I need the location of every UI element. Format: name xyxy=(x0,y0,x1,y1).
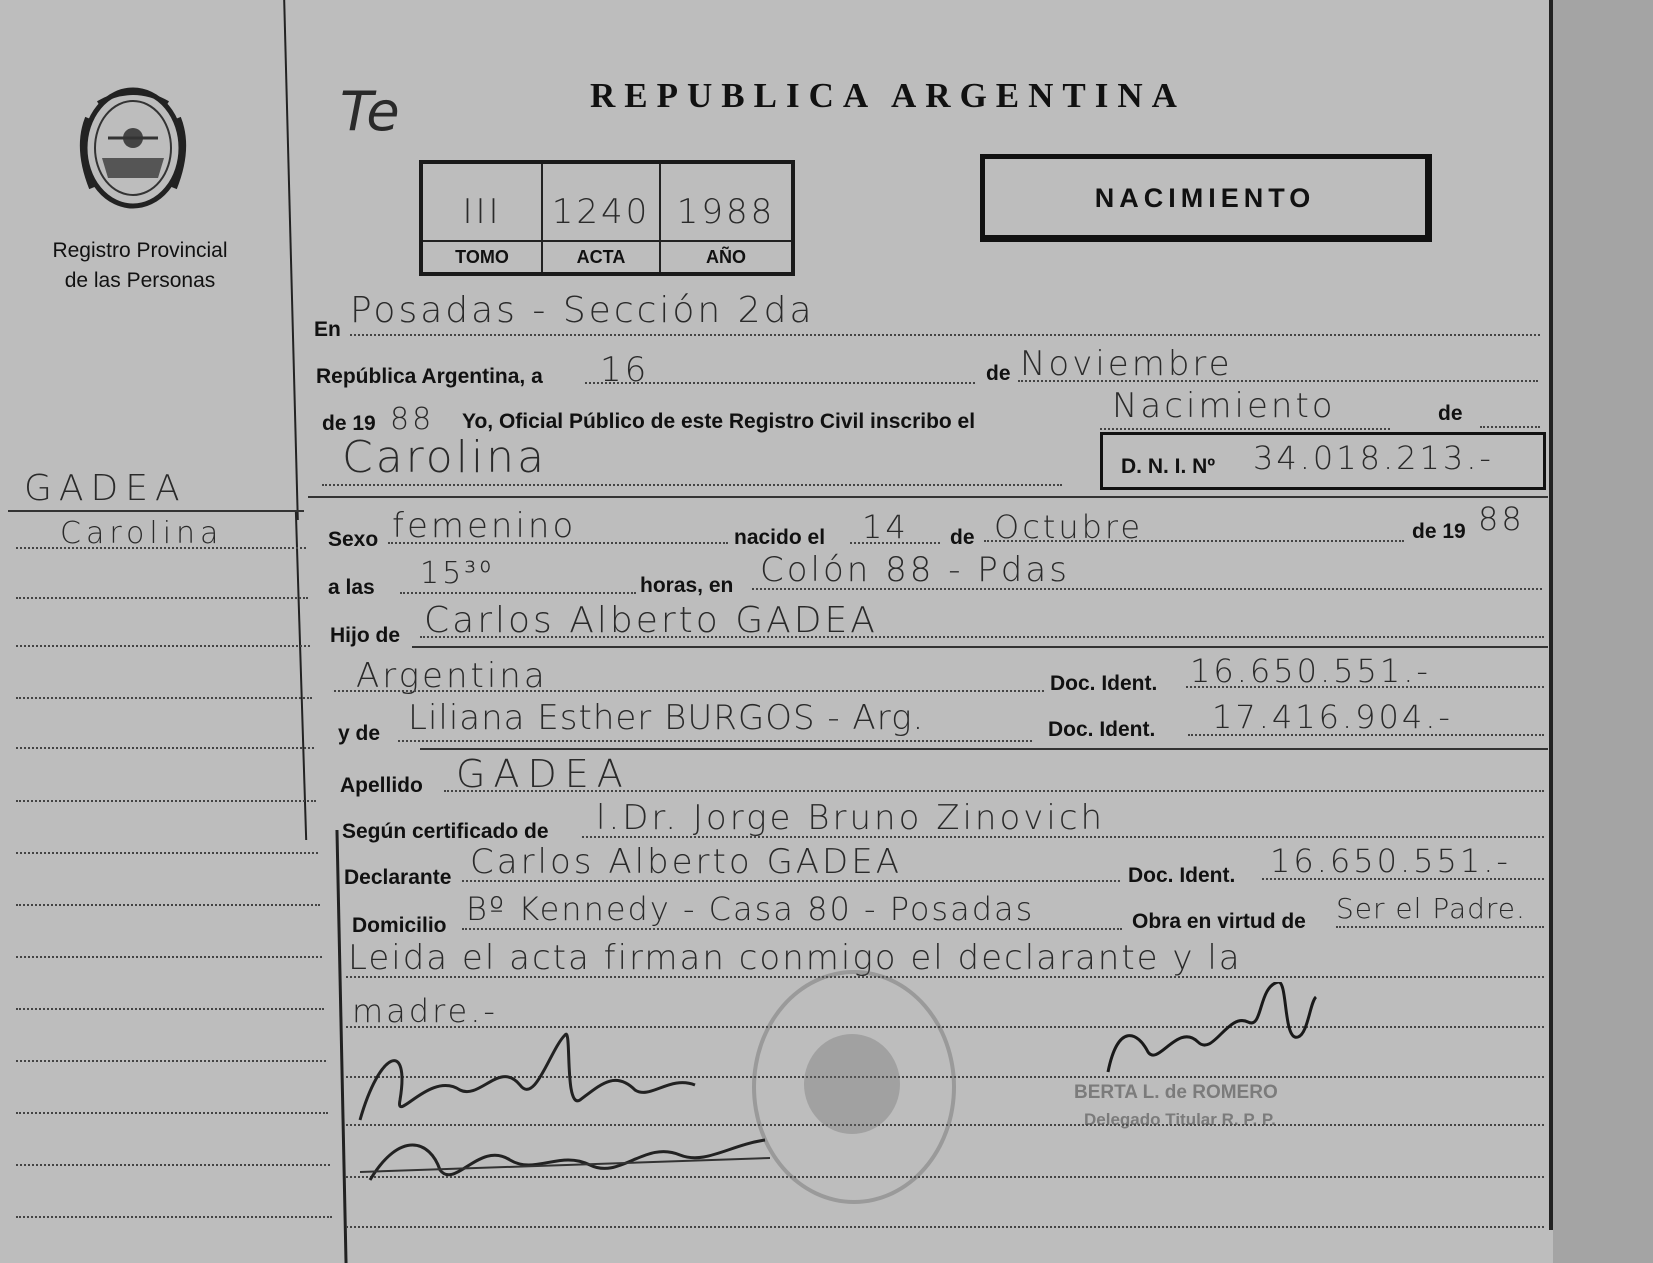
label-dni: D. N. I. Nº xyxy=(1121,455,1216,478)
label-doc-ident-2: Doc. Ident. xyxy=(1048,718,1156,741)
mother-signature-icon xyxy=(360,1110,780,1200)
value-declarant: Carlos Alberto GADEA xyxy=(470,842,902,882)
stub-separator-line xyxy=(8,510,304,512)
label-doc-ident-3: Doc. Ident. xyxy=(1128,864,1236,887)
label-de-3: de xyxy=(950,526,975,549)
value-birth-day: 14 xyxy=(862,508,909,546)
label-segun: Según certificado de xyxy=(342,820,549,843)
label-apellido: Apellido xyxy=(340,774,423,797)
value-father-nationality: Argentina xyxy=(356,656,548,696)
stub-given-name: Carolina xyxy=(60,516,224,551)
ano-label: AÑO xyxy=(706,247,746,267)
label-sexo: Sexo xyxy=(328,528,379,551)
label-de-2: de xyxy=(1438,402,1463,425)
tomo-cell xyxy=(423,164,543,272)
label-republica: República Argentina, a xyxy=(316,365,543,388)
value-remarks-line2: madre.- xyxy=(352,992,498,1030)
stub-surname: GADEA xyxy=(24,468,187,509)
value-surname: GADEA xyxy=(456,752,631,796)
label-obra: Obra en virtud de xyxy=(1132,910,1306,933)
officer-signature-icon xyxy=(1098,982,1318,1092)
value-place: Posadas - Sección 2da xyxy=(350,290,815,331)
value-address: Bº Kennedy - Casa 80 - Posadas xyxy=(466,890,1035,928)
label-nacido: nacido el xyxy=(734,526,826,549)
label-horas: horas, en xyxy=(640,574,734,597)
tomo-value: III xyxy=(462,192,502,232)
label-hijo: Hijo de xyxy=(330,624,401,647)
corner-note: Te xyxy=(340,80,400,143)
acta-label: ACTA xyxy=(576,247,626,267)
label-en: En xyxy=(314,318,341,341)
registry-name-line2: de las Personas xyxy=(64,269,216,292)
value-declarant-doc: 16.650.551.- xyxy=(1270,842,1511,880)
ano-value: 1988 xyxy=(676,192,776,232)
value-reg-day: 16 xyxy=(600,350,650,390)
value-by-virtue-of: Ser el Padre. xyxy=(1336,892,1526,925)
record-type: NACIMIENTO xyxy=(1094,183,1316,213)
label-de-19: de 19 xyxy=(322,412,376,435)
record-number-table xyxy=(419,160,795,276)
label-domicilio: Domicilio xyxy=(352,914,447,937)
officer-title: Delegado Titular R. P. P. xyxy=(1084,1110,1276,1129)
value-mother-doc: 17.416.904.- xyxy=(1212,698,1453,736)
value-birth-time: 15³⁰ xyxy=(420,556,495,591)
stub-divider-line-lower xyxy=(295,510,307,840)
label-y-de: y de xyxy=(338,722,381,745)
label-doc-ident-1: Doc. Ident. xyxy=(1050,672,1158,695)
value-certificate-by: l.Dr. Jorge Bruno Zinovich xyxy=(596,798,1106,838)
value-mother: Liliana Esther BURGOS - Arg. xyxy=(408,698,925,738)
label-declarante: Declarante xyxy=(344,866,452,889)
value-reg-year: 88 xyxy=(390,402,435,437)
value-sex: femenino xyxy=(392,506,577,546)
record-type-box xyxy=(980,154,1432,242)
stub-divider-line xyxy=(283,0,299,520)
label-a-las: a las xyxy=(328,576,375,599)
value-birth-place: Colón 88 - Pdas xyxy=(760,550,1070,590)
label-de-19-birth: de 19 xyxy=(1412,520,1466,543)
registry-name xyxy=(20,236,260,296)
value-father: Carlos Alberto GADEA xyxy=(424,600,878,641)
acta-cell xyxy=(543,164,661,272)
value-father-doc: 16.650.551.- xyxy=(1190,652,1431,690)
registry-name-line1: Registro Provincial xyxy=(52,239,228,262)
value-birth-year: 88 xyxy=(1478,500,1525,538)
value-child-name: Carolina xyxy=(342,432,548,483)
value-event: Nacimiento xyxy=(1112,386,1336,426)
tomo-label: TOMO xyxy=(455,247,509,267)
value-remarks-line1: Leida el acta firman conmigo el declarante y la xyxy=(348,938,1242,978)
country-title: REPUBLICA ARGENTINA xyxy=(590,76,1186,115)
provincial-seal-icon xyxy=(68,78,198,216)
value-reg-month: Noviembre xyxy=(1020,344,1233,384)
dni-box xyxy=(1100,432,1546,490)
ano-cell xyxy=(661,164,791,272)
value-birth-month: Octubre xyxy=(994,508,1144,546)
official-stamp-icon xyxy=(752,970,956,1204)
stub-divider-line-bottom xyxy=(335,830,347,1263)
acta-value: 1240 xyxy=(551,192,651,232)
background-edge xyxy=(1553,0,1653,1263)
label-de-1: de xyxy=(986,362,1011,385)
value-dni: 34.018.213.- xyxy=(1253,439,1494,477)
officer-name: BERTA L. de ROMERO xyxy=(1074,1082,1278,1103)
label-oficial: Yo, Oficial Público de este Registro Civil inscribo el xyxy=(462,410,976,433)
